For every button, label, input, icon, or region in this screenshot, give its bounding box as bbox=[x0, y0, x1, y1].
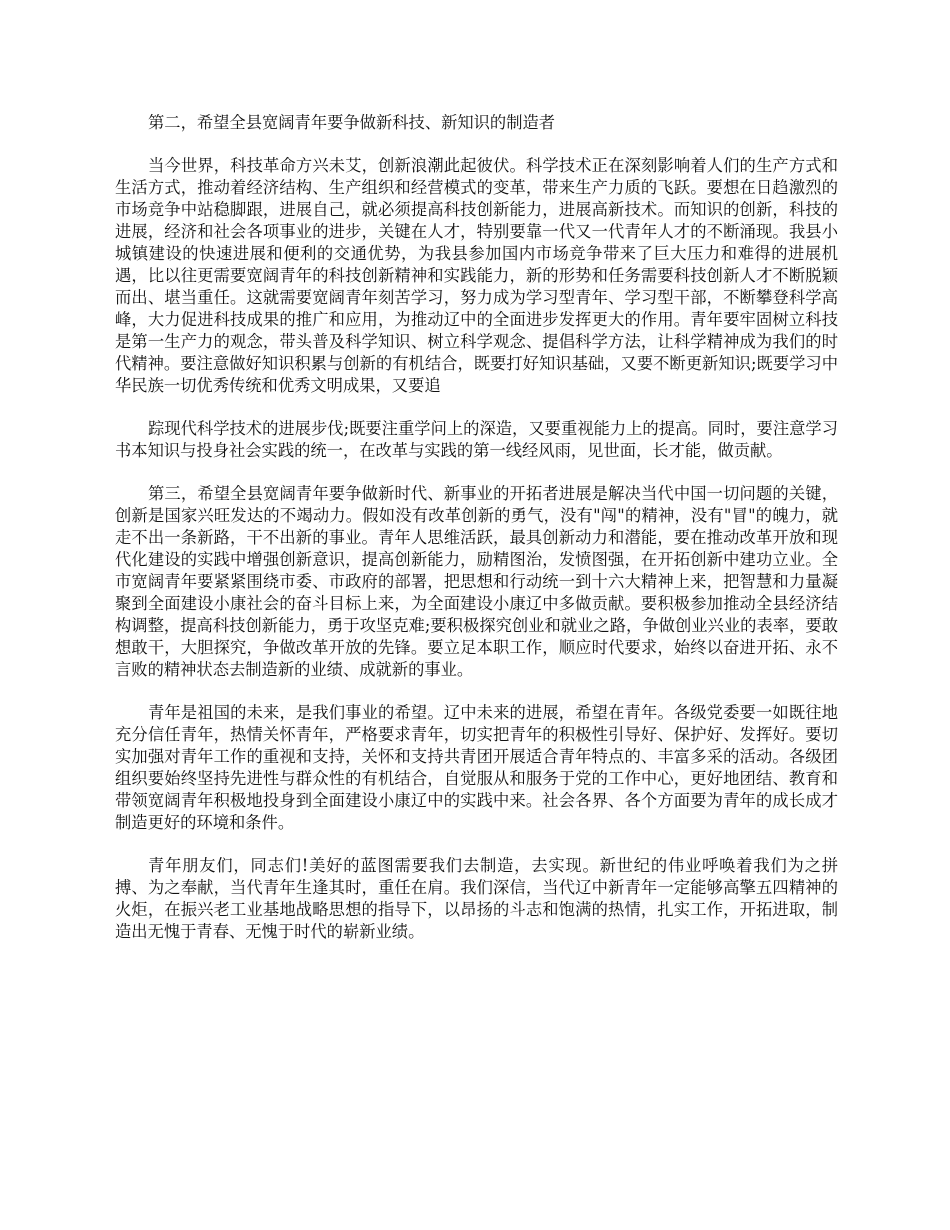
body-paragraph: 青年朋友们，同志们!美好的蓝图需要我们去制造，去实现。新世纪的伟业呼唤着我们为之拼搏、为之奉献，当代青年生逢其时，重任在肩。我们深信，当代辽中新青年一定能够高擎五四精神的火炬，在振兴老工业基地战略思想的指导下，以昂扬的斗志和饱满的热情，扎实工作，开拓进取，制造出无愧于青春、无愧于时代的崭新业绩。 bbox=[115, 856, 838, 941]
document-body bbox=[115, 112, 838, 964]
body-paragraph: 踪现代科学技术的进展步伐;既要注重学问上的深造，又要重视能力上的提高。同时，要注意学习书本知识与投身社会实践的统一，在改革与实践的第一线经风雨，见世面，长才能，做贡献。 bbox=[115, 419, 838, 460]
body-paragraph: 青年是祖国的未来，是我们事业的希望。辽中未来的进展，希望在青年。各级党委要一如既往地充分信任青年，热情关怀青年，严格要求青年，切实把青年的积极性引导好、保护好、发挥好。要切实加强对青年工作的重视和支持，关怀和支持共青团开展适合青年特点的、丰富多采的活动。各级团组织要始终坚持先进性与群众性的有机结合，自觉服从和服务于党的工作中心，更好地团结、教育和带领宽阔青年积极地投身到全面建设小康辽中的实践中来。社会各界、各个方面要为青年的成长成才制造更好的环境和条件。 bbox=[115, 703, 838, 832]
body-paragraph: 第三，希望全县宽阔青年要争做新时代、新事业的开拓者进展是解决当代中国一切问题的关键，创新是国家兴旺发达的不竭动力。假如没有改革创新的勇气，没有"闯"的精神，没有"冒"的魄力，就走不出一条新路，干不出新的事业。青年人思维活跃，最具创新动力和潜能，要在推动改革开放和现代化建设的实践中增强创新意识，提高创新能力，励精图治，发愤图强，在开拓创新中建功立业。全市宽阔青年要紧紧围绕市委、市政府的部署，把思想和行动统一到十六大精神上来，把智慧和力量凝聚到全面建设小康社会的奋斗目标上来，为全面建设小康辽中多做贡献。要积极参加推动全县经济结构调整，提高科技创新能力，勇于攻坚克难;要积极探究创业和就业之路，争做创业兴业的表率，要敢想敢干，大胆探究，争做改革开放的先锋。要立足本职工作，顺应时代要求，始终以奋进开拓、永不言败的精神状态去制造新的业绩、成就新的事业。 bbox=[115, 484, 838, 679]
body-paragraph: 当今世界，科技革命方兴未艾，创新浪潮此起彼伏。科学技术正在深刻影响着人们的生产方式和生活方式，推动着经济结构、生产组织和经营模式的变革，带来生产力质的飞跃。要想在日趋激烈的市场竞争中站稳脚跟，进展自己，就必须提高科技创新能力，进展高新技术。而知识的创新，科技的进展，经济和社会各项事业的进步，关键在人才，特别要靠一代又一代青年人才的不断涌现。我县小城镇建设的快速进展和便利的交通优势，为我县参加国内市场竞争带来了巨大压力和难得的进展机遇，比以往更需要宽阔青年的科技创新精神和实践能力，新的形势和任务需要科技创新人才不断脱颖而出、堪当重任。这就需要宽阔青年刻苦学习，努力成为学习型青年、学习型干部，不断攀登科学高峰，大力促进科技成果的推广和应用，为推动辽中的全面进步发挥更大的作用。青年要牢固树立科技是第一生产力的观念，带头普及科学知识、树立科学观念、提倡科学方法，让科学精神成为我们的时代精神。要注意做好知识积累与创新的有机结合，既要打好知识基础，又要不断更新知识;既要学习中华民族一切优秀传统和优秀文明成果，又要追 bbox=[115, 156, 838, 395]
section-heading-second: 第二，希望全县宽阔青年要争做新科技、新知识的制造者 bbox=[148, 113, 556, 132]
